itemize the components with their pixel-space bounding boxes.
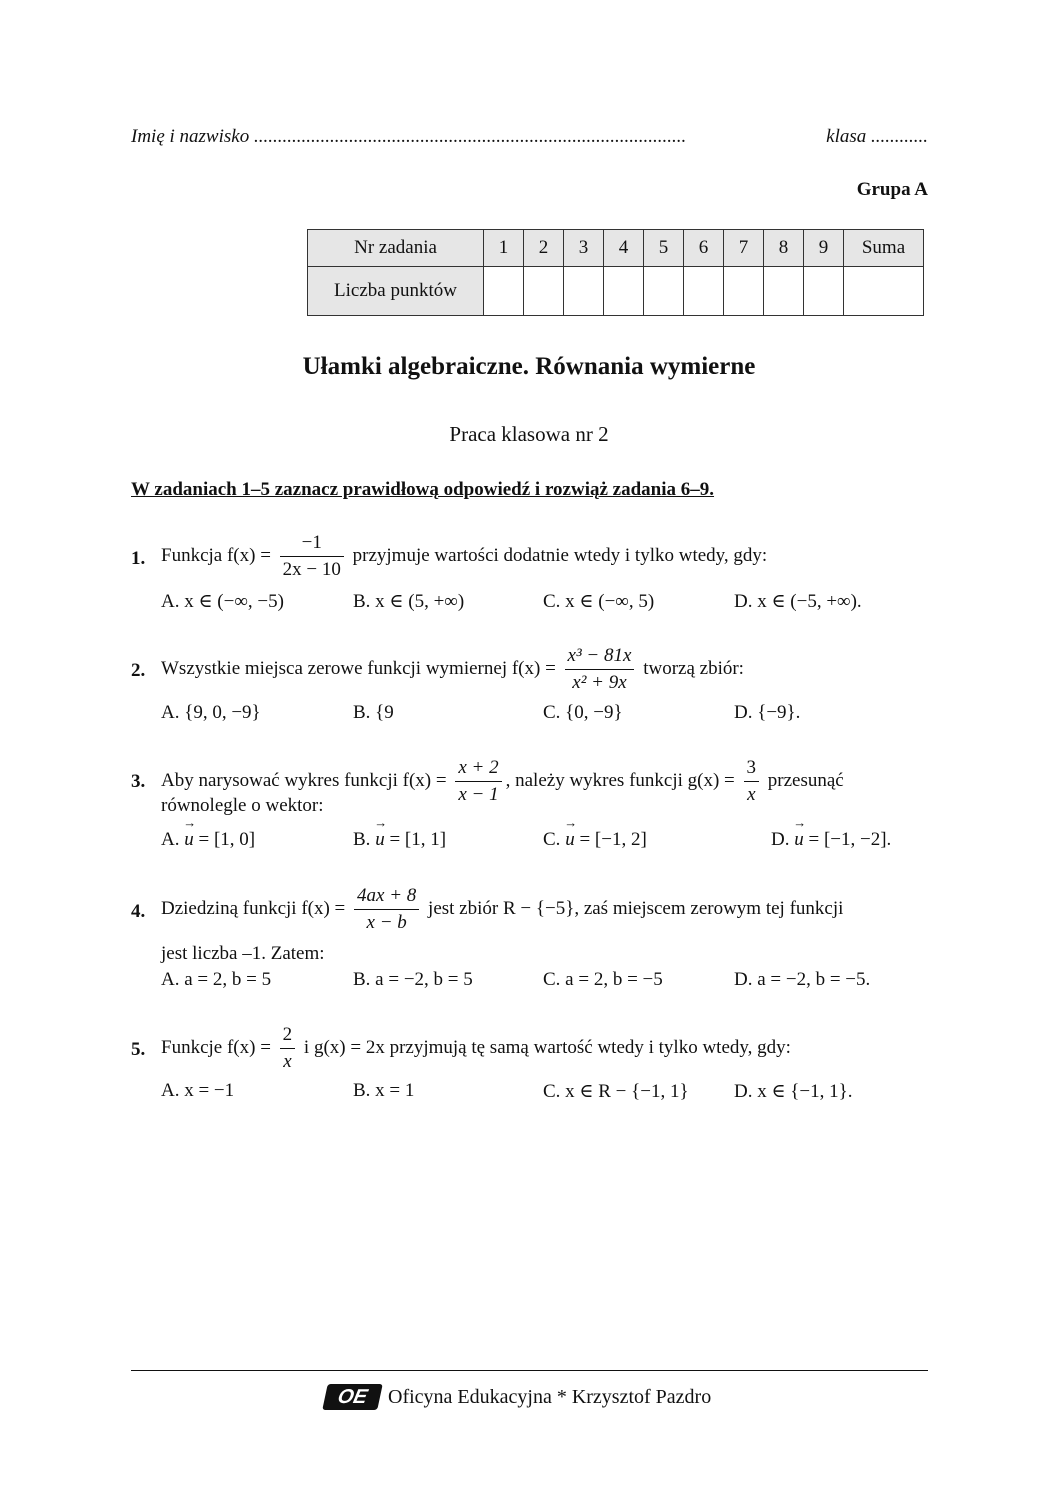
answer-value: = [1, 0]	[198, 829, 256, 850]
answer-a[interactable]: A. a = 2, b = 5	[161, 969, 272, 990]
table-header-cell: 5	[644, 230, 684, 267]
points-cell[interactable]	[604, 267, 644, 316]
answer-b[interactable]: B. a = −2, b = 5	[353, 969, 473, 990]
table-header-cell: 9	[804, 230, 844, 267]
table-row	[308, 267, 924, 316]
name-label: Imię i nazwisko	[131, 126, 250, 147]
fraction-numerator: x + 2	[455, 757, 501, 782]
vector-symbol: → u	[565, 829, 575, 851]
task-text: Funkcje f(x) =	[161, 1036, 276, 1058]
task-text: przyjmuje wartości dodatnie wtedy i tylko wtedy, gdy:	[347, 544, 768, 566]
answer-b[interactable]: B. x = 1	[353, 1080, 415, 1101]
answer-d[interactable]: D. a = −2, b = −5.	[734, 969, 871, 990]
publisher-name: Oficyna Edukacyjna * Krzysztof Pazdro	[388, 1385, 712, 1408]
page-title: Ułamki algebraiczne. Równania wymierne	[302, 353, 756, 380]
task-text: przesunąć	[763, 769, 844, 791]
task-number: 5.	[131, 1039, 146, 1060]
vector-symbol: → u	[375, 829, 385, 851]
answer-value: = [−1, −2].	[808, 829, 892, 850]
fraction-denominator: x² + 9x	[572, 672, 627, 693]
publisher-logo-icon: OE	[322, 1384, 383, 1410]
task-text-line2: równolegle o wektor:	[161, 795, 324, 816]
points-cell[interactable]	[484, 267, 524, 316]
answer-d[interactable]: D. x ∈ {−1, 1}.	[734, 1081, 853, 1102]
task-number: 3.	[131, 771, 146, 792]
table-header-cell: 6	[684, 230, 724, 267]
answer-c[interactable]: C. x ∈ (−∞, 5)	[543, 591, 655, 612]
fraction	[744, 757, 760, 806]
task-text: tworzą zbiór:	[638, 657, 744, 679]
points-cell[interactable]	[564, 267, 604, 316]
fraction-numerator: x³ − 81x	[565, 645, 635, 670]
answer-a[interactable]: A. x ∈ (−∞, −5)	[161, 591, 284, 612]
page-subtitle: Praca klasowa nr 2	[449, 422, 609, 446]
task-text: Dziedziną funkcji f(x) =	[161, 897, 351, 919]
answer-a[interactable]	[161, 829, 255, 851]
fraction	[565, 645, 635, 694]
answer-c[interactable]: C. {0, −9}	[543, 702, 623, 723]
task-2	[131, 645, 928, 730]
group-label: Grupa A	[856, 179, 928, 200]
task-number: 1.	[131, 548, 146, 569]
class-label: klasa	[826, 126, 867, 147]
task-1	[131, 532, 928, 622]
task-5	[131, 1024, 928, 1109]
fraction-denominator: x	[747, 784, 756, 805]
answer-d[interactable]: D. {−9}.	[734, 702, 801, 723]
answer-b[interactable]: B. x ∈ (5, +∞)	[353, 591, 465, 612]
table-header-cell: 2	[524, 230, 564, 267]
fraction	[354, 885, 419, 934]
answer-letter: C.	[543, 829, 561, 850]
table-header-cell: 7	[724, 230, 764, 267]
points-cell[interactable]	[804, 267, 844, 316]
fraction	[280, 1024, 296, 1073]
table-header-cell: 4	[604, 230, 644, 267]
points-cell[interactable]	[724, 267, 764, 316]
fraction-denominator: x − b	[366, 912, 407, 933]
fraction-denominator: 2x − 10	[282, 559, 341, 580]
instruction-text: W zadaniach 1–5 zaznacz prawidłową odpowiedź i rozwiąż zadania 6–9.	[131, 479, 715, 500]
fraction-denominator: x	[283, 1051, 292, 1072]
fraction	[280, 532, 344, 581]
footer-divider	[131, 1370, 928, 1371]
task-number: 2.	[131, 660, 146, 681]
task-text: Aby narysować wykres funkcji f(x) =	[161, 769, 452, 791]
fraction-denominator: x − 1	[458, 784, 499, 805]
task-4	[131, 885, 928, 995]
task-number: 4.	[131, 901, 146, 922]
answer-letter: D.	[771, 829, 790, 850]
class-dots[interactable]: ............	[871, 126, 928, 147]
answer-b[interactable]: B. {9	[353, 702, 394, 723]
table-header-cell: 8	[764, 230, 804, 267]
fraction	[455, 757, 501, 806]
table-header-cell: 1	[484, 230, 524, 267]
table-header-cell: Liczba punktów	[308, 267, 484, 316]
footer	[325, 1384, 711, 1410]
fraction-numerator: 2	[280, 1024, 296, 1049]
task-text: jest zbiór R − {−5}, zaś miejscem zerowym tej funkcji	[423, 897, 844, 919]
answer-letter: B.	[353, 829, 371, 850]
table-header-cell: Suma	[844, 230, 924, 267]
table-header-cell: 3	[564, 230, 604, 267]
task-text: Funkcja f(x) =	[161, 544, 276, 566]
fraction-numerator: −1	[280, 532, 344, 557]
answer-a[interactable]: A. x = −1	[161, 1080, 235, 1101]
answer-value: = [1, 1]	[389, 829, 447, 850]
student-header	[131, 126, 928, 148]
vector-symbol: → u	[184, 829, 194, 851]
answer-d[interactable]	[771, 829, 891, 851]
score-table	[307, 229, 924, 316]
vector-symbol: → u	[794, 829, 804, 851]
answer-b[interactable]	[353, 829, 446, 851]
answer-letter: A.	[161, 829, 180, 850]
fraction-numerator: 3	[744, 757, 760, 782]
table-row	[308, 230, 924, 267]
points-cell[interactable]	[644, 267, 684, 316]
fraction-numerator: 4ax + 8	[354, 885, 419, 910]
task-text-line2: jest liczba –1. Zatem:	[161, 943, 325, 964]
name-dots[interactable]: ...........................................................................................	[253, 126, 687, 147]
task-text: Wszystkie miejsca zerowe funkcji wymiernej f(x) =	[161, 657, 561, 679]
answer-c[interactable]: C. x ∈ R − {−1, 1}	[543, 1081, 689, 1102]
task-3	[131, 757, 928, 857]
table-header-cell: Nr zadania	[308, 230, 484, 267]
points-cell[interactable]	[684, 267, 724, 316]
points-sum-cell[interactable]	[844, 267, 924, 316]
answer-c[interactable]: C. a = 2, b = −5	[543, 969, 663, 990]
task-text: i g(x) = 2x przyjmują tę samą wartość wtedy i tylko wtedy, gdy:	[299, 1036, 791, 1058]
task-text: , należy wykres funkcji g(x) =	[505, 769, 740, 791]
answer-a[interactable]: A. {9, 0, −9}	[161, 702, 261, 723]
answer-c[interactable]	[543, 829, 647, 851]
answer-value: = [−1, 2]	[579, 829, 647, 850]
answer-d[interactable]: D. x ∈ (−5, +∞).	[734, 591, 862, 612]
points-cell[interactable]	[764, 267, 804, 316]
points-cell[interactable]	[524, 267, 564, 316]
